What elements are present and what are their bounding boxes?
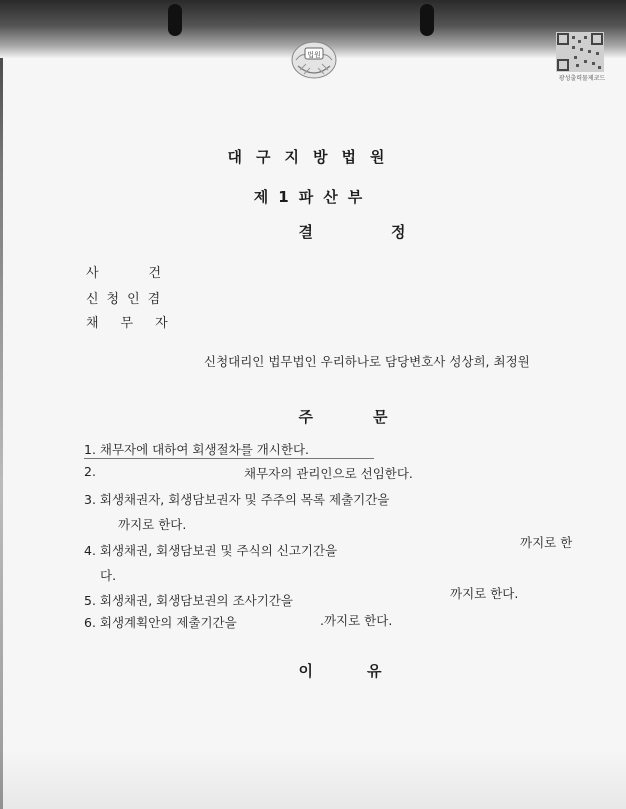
binding-hole: [420, 4, 434, 36]
order-item-3: 3. 회생채권자, 회생담보권자 및 주주의 목록 제출기간을: [84, 492, 390, 507]
binding-hole: [168, 4, 182, 36]
debtor-label: 채무자: [86, 316, 190, 331]
order-item-2-number: 2.: [84, 464, 96, 479]
order-item-4-cont: 다.: [100, 568, 117, 583]
scan-left-edge: [0, 0, 3, 809]
applicant-label: 신청인겸: [86, 292, 169, 307]
document-type: 결정: [298, 223, 484, 241]
court-emblem-icon: [288, 36, 340, 80]
qr-caption: 광성출력물제코드: [558, 75, 606, 82]
order-heading: 주문: [298, 408, 448, 426]
order-item-1: 1. 채무자에 대하여 회생절차를 개시한다.: [84, 442, 309, 457]
scan-bottom-shadow: [0, 749, 626, 809]
order-item-5: 5. 회생채권, 회생담보권의 조사기간을: [84, 593, 293, 608]
underline: [84, 458, 374, 459]
order-item-4: 4. 회생채권, 회생담보권 및 주식의 신고기간을: [84, 543, 338, 558]
reason-heading: 이유: [298, 662, 436, 680]
department-name: 제1파산부: [253, 188, 373, 206]
order-item-2: 채무자의 관리인으로 선임한다.: [244, 466, 413, 481]
court-name: 대구지방법원: [227, 148, 399, 166]
order-item-3-cont: 까지로 한다.: [118, 517, 187, 532]
case-label: 사건: [86, 266, 212, 281]
order-item-4-end: 까지로 한: [520, 535, 573, 550]
attorney-line: 신청대리인 법무법인 우리하나로 담당변호사 성상희, 최정원: [204, 354, 530, 369]
order-item-5-end: 까지로 한다.: [450, 586, 519, 601]
order-item-6: 6. 회생계획안의 제출기간을: [84, 615, 237, 630]
order-item-6-end: .까지로 한다.: [320, 613, 393, 628]
emblem-text: 법원: [307, 51, 321, 59]
qr-code-icon: [556, 32, 604, 72]
